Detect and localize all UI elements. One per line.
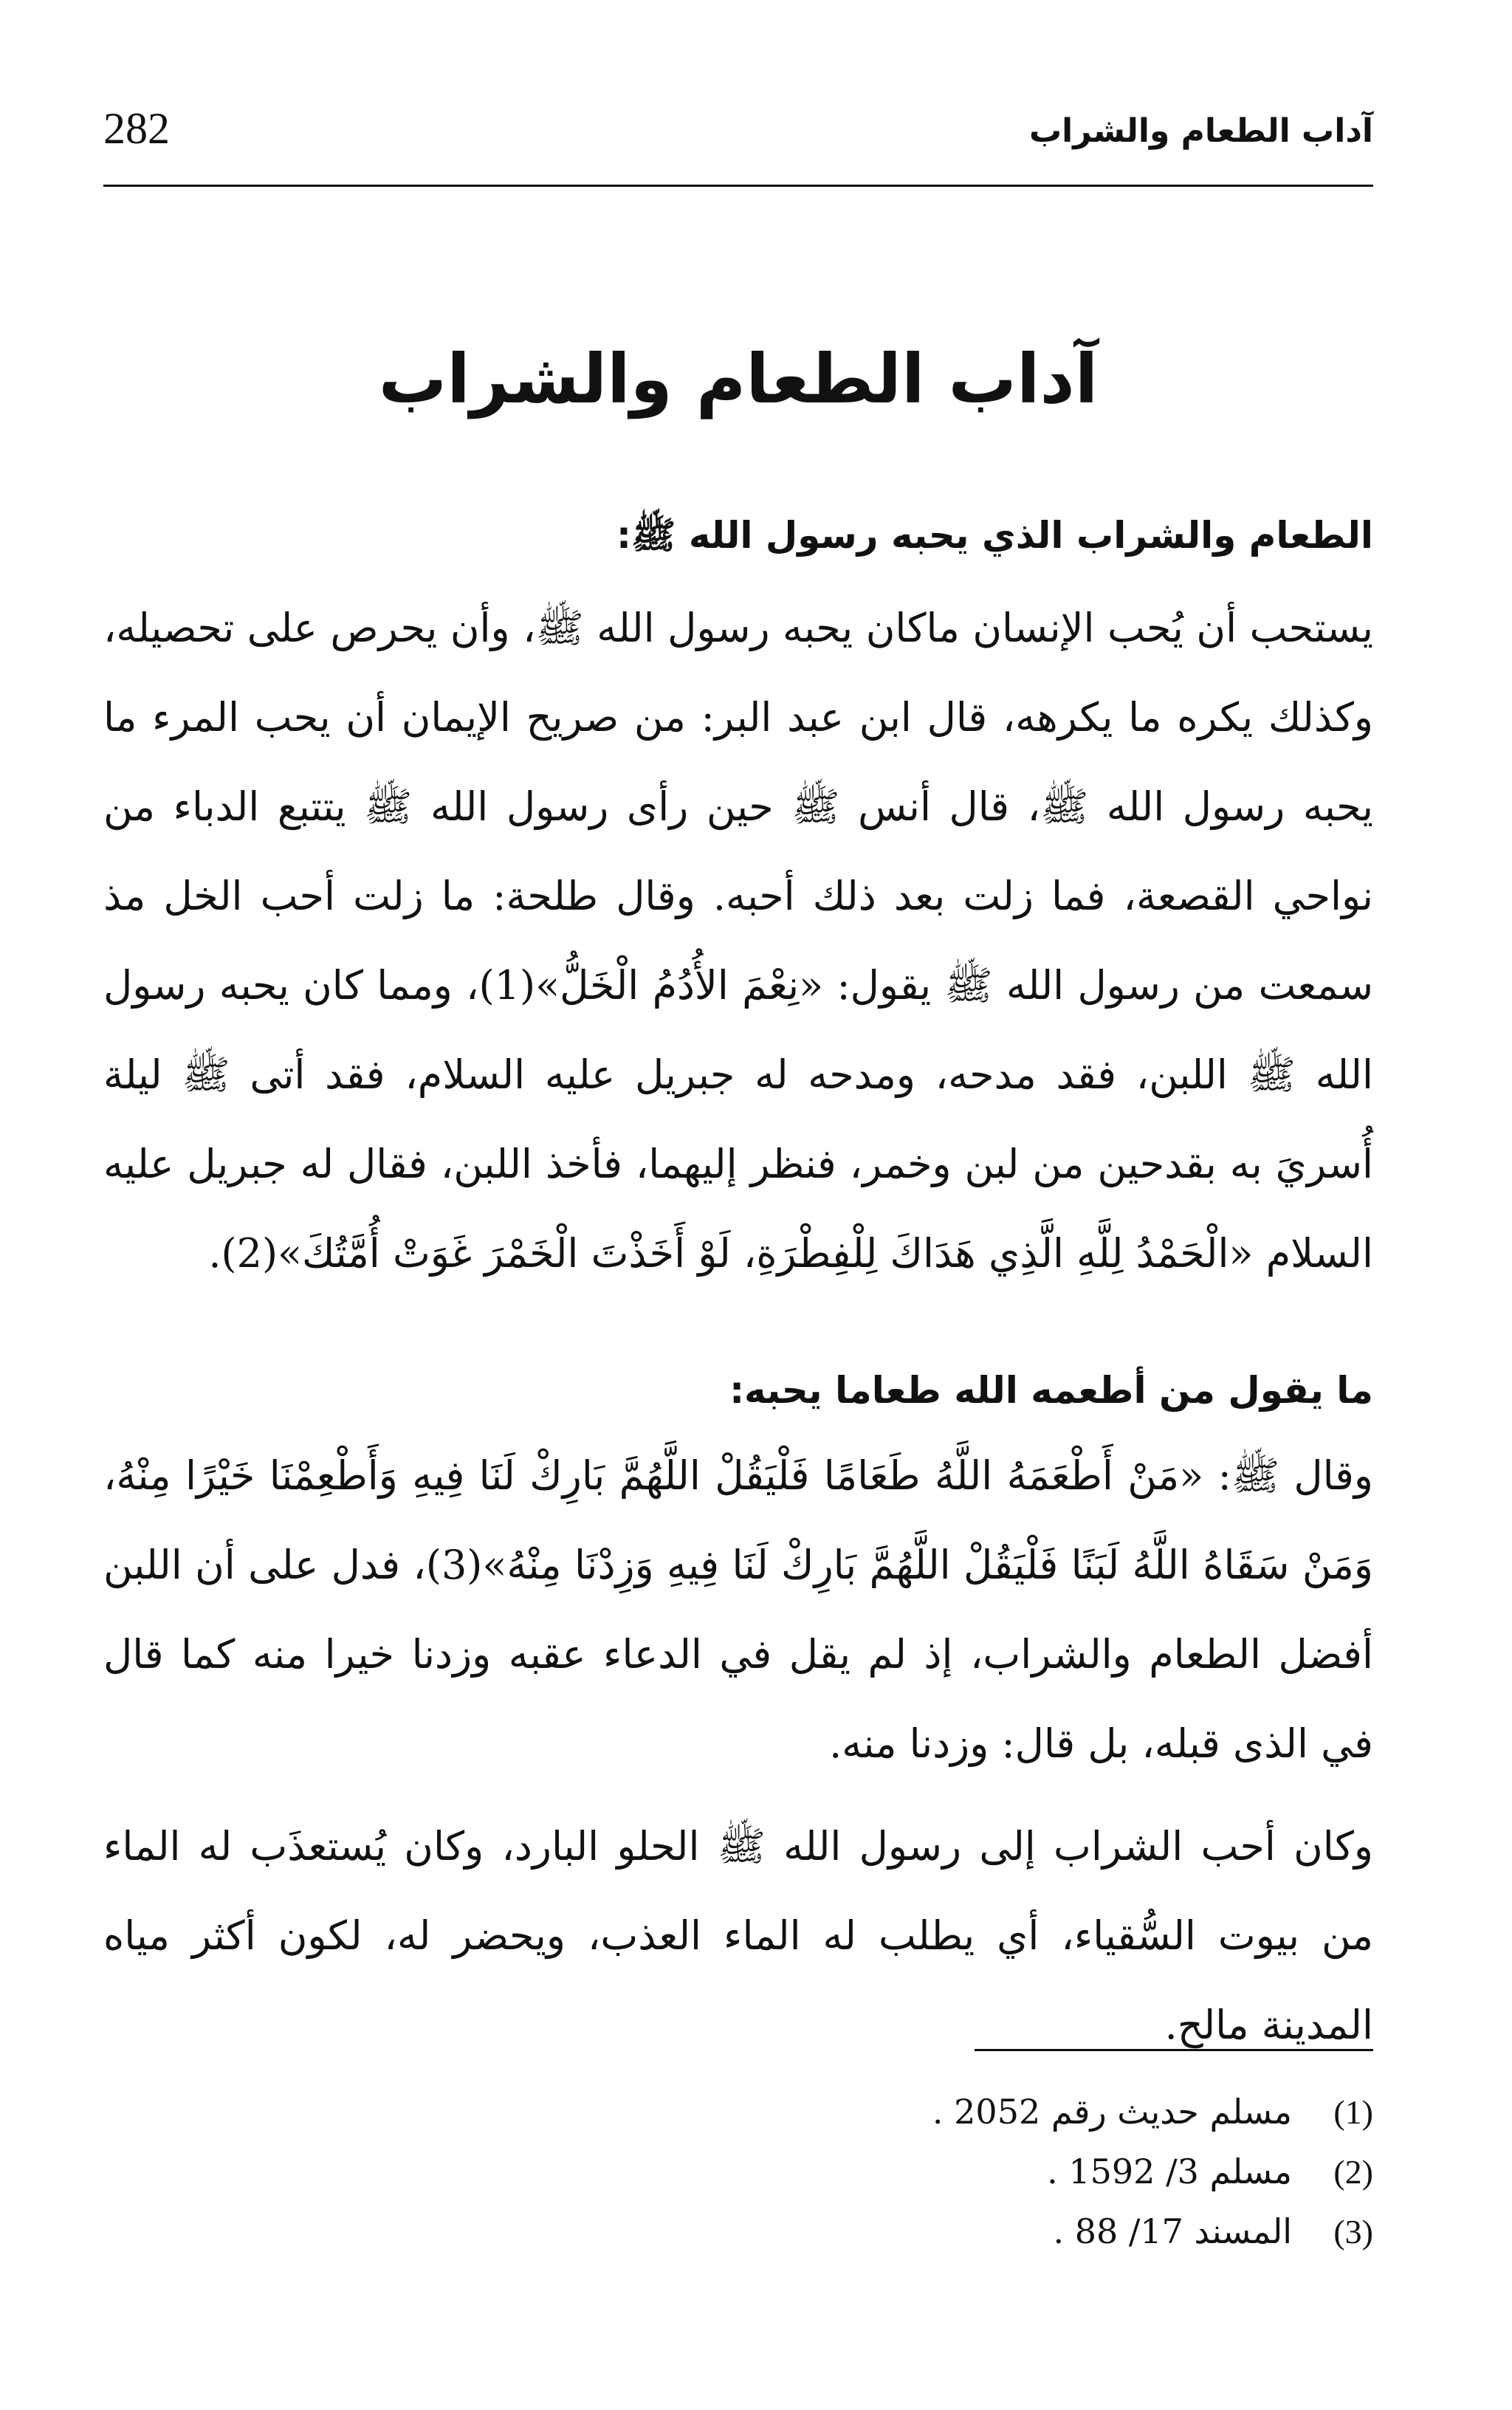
footnote-number: (1) — [1333, 2093, 1373, 2131]
footnote — [103, 2142, 1373, 2202]
chapter-body — [103, 495, 1373, 2070]
footnote — [103, 2202, 1373, 2262]
body-paragraph: وكان أحب الشراب إلى رسول الله ﷺ الحلو البارد، وكان يُستعذَب له الماء من بيوت السُّقياء، أي يطلب له الماء العذب، ويحضر له، لكون أكثر مياه المدينة مالح. — [103, 1823, 1373, 2048]
body-paragraph: وقال ﷺ: «مَنْ أَطْعَمَهُ اللَّهُ طَعَامًا فَلْيَقُلْ اللَّهُمَّ بَارِكْ لَنَا فِيهِ وَأَطْعِمْنَا خَيْرًا مِنْهُ، وَمَنْ سَقَاهُ اللَّهُ لَبَنًا فَلْيَقُلْ اللَّهُمَّ بَارِكْ لَنَا فِيهِ وَزِدْنَا مِنْهُ»(3)، فدل على أن اللبن أفضل الطعام والشراب، إذ لم يقل في الدعاء عقبه وزدنا خيرا منه كما قال في الذى قبله، بل قال: وزدنا منه. — [103, 1452, 1373, 1767]
page-number: 282 — [103, 104, 170, 153]
book-page — [103, 96, 1373, 2311]
footnote-text: مسلم 3/ 1592 . — [1047, 2152, 1292, 2191]
footnote-rule — [975, 2049, 1373, 2051]
footnote-number: (3) — [1333, 2213, 1373, 2251]
footnote — [103, 2082, 1373, 2142]
footnotes — [103, 2082, 1373, 2262]
running-header — [103, 96, 1373, 177]
header-rule — [103, 185, 1373, 187]
footnote-number: (2) — [1333, 2153, 1373, 2191]
footnote-text: المسند 17/ 88 . — [1053, 2211, 1292, 2251]
chapter-title: آداب الطعام والشراب — [378, 340, 1099, 419]
body-paragraph: يستحب أن يُحب الإنسان ماكان يحبه رسول الله ﷺ، وأن يحرص على تحصيله، وكذلك يكره ما يكرهه، قال ابن عبد البر: من صريح الإيمان أن يحب المرء ما يحبه رسول الله ﷺ، قال أنس ﷺ حين رأى رسول الله ﷺ يتتبع الدباء من نواحي القصعة، فما زلت بعد ذلك أحبه. وقال طلحة: ما زلت أحب الخل مذ سمعت من رسول الله ﷺ يقول: «نِعْمَ الأُدُمُ الْخَلُّ»(1)، ومما كان يحبه رسول الله ﷺ اللبن، فقد مدحه، ومدحه له جبريل عليه السلام، فقد أتى ﷺ ليلة أُسريَ به بقدحين من لبن وخمر، فنظر إليهما، فأخذ اللبن، فقال له جبريل عليه السلام «الْحَمْدُ لِلَّهِ الَّذِي هَدَاكَ لِلْفِطْرَةِ، لَوْ أَخَذْتَ الْخَمْرَ غَوَتْ أُمَّتُكَ»(2). — [103, 605, 1373, 1277]
footnote-text: مسلم حديث رقم 2052 . — [932, 2092, 1292, 2132]
running-title: آداب الطعام والشراب — [1028, 112, 1373, 150]
section-heading: الطعام والشراب الذي يحبه رسول الله ﷺ: — [616, 514, 1373, 557]
section-heading: ما يقول من أطعمه الله طعاما يحبه: — [729, 1369, 1373, 1412]
